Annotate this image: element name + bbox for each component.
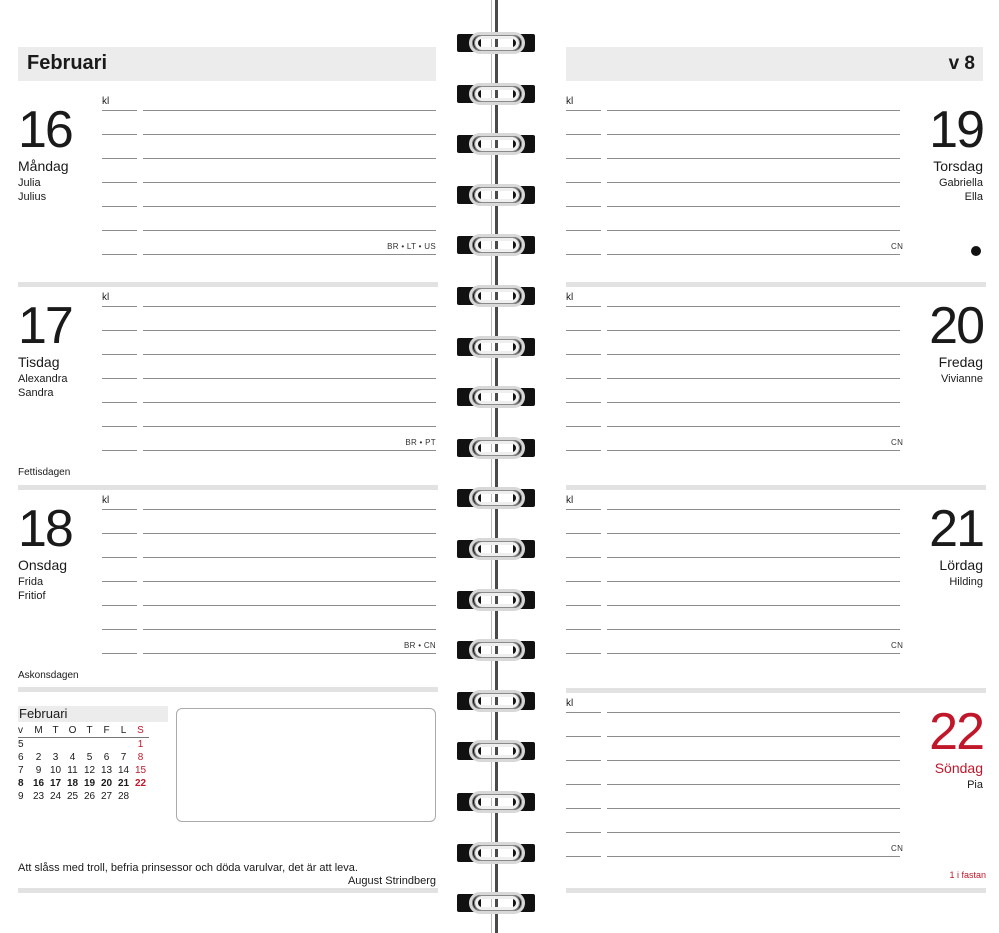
writing-line xyxy=(143,330,436,331)
name-day: Ella xyxy=(964,191,983,203)
writing-line xyxy=(143,533,436,534)
date-cell: 10 xyxy=(49,765,62,776)
writing-line-short xyxy=(566,134,601,135)
kl-label: kl xyxy=(102,292,110,303)
flag-days: BR • CN xyxy=(403,641,436,650)
kl-label: kl xyxy=(566,292,574,303)
writing-line xyxy=(607,605,900,606)
day-block-22 xyxy=(566,688,986,890)
weekday: Torsdag xyxy=(933,158,983,174)
day-separator xyxy=(18,282,438,287)
writing-line-short xyxy=(102,182,137,183)
writing-line-short xyxy=(566,450,601,451)
writing-line-short xyxy=(102,629,137,630)
writing-line xyxy=(607,808,900,809)
mini-calendar-header: F xyxy=(98,724,115,738)
weekday: Lördag xyxy=(939,557,983,573)
writing-line xyxy=(143,402,436,403)
week-number-cell: 5 xyxy=(18,739,24,750)
name-day: Sandra xyxy=(18,387,54,399)
date-cell: 20 xyxy=(100,778,113,789)
writing-line xyxy=(143,426,436,427)
writing-line xyxy=(607,736,900,737)
day-separator xyxy=(566,688,986,693)
writing-line xyxy=(143,158,436,159)
mini-calendar-week xyxy=(18,777,149,790)
writing-line-short xyxy=(102,426,137,427)
day-number: 17 xyxy=(18,297,72,355)
writing-line-short xyxy=(566,509,601,510)
mini-calendar-week xyxy=(18,738,149,752)
writing-line xyxy=(143,581,436,582)
week-number-cell: 6 xyxy=(18,752,24,763)
binding-ring xyxy=(455,182,540,208)
name-days xyxy=(967,778,983,792)
date-cell: 18 xyxy=(66,778,79,789)
bottom-separator-right xyxy=(566,888,986,893)
writing-line xyxy=(607,557,900,558)
writing-line xyxy=(607,306,900,307)
week-number-cell: 7 xyxy=(18,765,24,776)
date-cell xyxy=(132,790,149,803)
mini-calendar-week xyxy=(18,764,149,777)
writing-line xyxy=(607,856,900,857)
writing-line-short xyxy=(102,330,137,331)
writing-line-short xyxy=(566,736,601,737)
month-title: Februari xyxy=(27,52,108,74)
writing-line-short xyxy=(566,254,601,255)
notes-box[interactable] xyxy=(176,708,436,822)
binding-ring xyxy=(455,688,540,714)
spiral-binding xyxy=(455,0,540,933)
date-cell: 22 xyxy=(134,778,147,789)
writing-line xyxy=(143,653,436,654)
writing-line xyxy=(607,230,900,231)
day-number: 22 xyxy=(929,703,983,761)
writing-line-short xyxy=(566,330,601,331)
bottom-separator-left xyxy=(18,888,438,893)
writing-line-short xyxy=(566,230,601,231)
day-number: 19 xyxy=(929,101,983,159)
writing-line-short xyxy=(566,605,601,606)
date-cell: 1 xyxy=(137,739,144,750)
flag-days: CN xyxy=(891,438,904,447)
mini-calendar-header: T xyxy=(47,724,64,738)
writing-line-short xyxy=(566,306,601,307)
binding-ring xyxy=(455,587,540,613)
writing-line xyxy=(143,605,436,606)
writing-line xyxy=(143,450,436,451)
binding-ring xyxy=(455,738,540,764)
writing-line-short xyxy=(566,784,601,785)
name-day: Gabriella xyxy=(938,177,983,189)
writing-line-short xyxy=(566,712,601,713)
section-separator xyxy=(18,687,438,692)
binding-ring xyxy=(455,485,540,511)
date-cell xyxy=(47,738,64,752)
day-block-16 xyxy=(18,86,438,288)
date-cell xyxy=(64,738,81,752)
writing-line-short xyxy=(566,206,601,207)
mini-calendar-title: Februari xyxy=(18,706,168,722)
name-days xyxy=(18,176,46,204)
mini-calendar-header: T xyxy=(81,724,98,738)
name-day: Fritiof xyxy=(18,590,46,602)
kl-label: kl xyxy=(566,495,574,506)
date-cell: 9 xyxy=(35,765,42,776)
writing-line-short xyxy=(566,653,601,654)
date-cell: 8 xyxy=(137,752,144,763)
writing-line xyxy=(607,450,900,451)
date-cell: 25 xyxy=(66,791,79,802)
date-cell xyxy=(115,738,132,752)
writing-line xyxy=(607,581,900,582)
binding-ring xyxy=(455,637,540,663)
writing-line-short xyxy=(102,653,137,654)
week-number-cell: 9 xyxy=(18,791,24,802)
day-block-20 xyxy=(566,282,986,484)
weekday: Söndag xyxy=(934,760,983,776)
binding-ring xyxy=(455,435,540,461)
writing-line xyxy=(607,206,900,207)
writing-line-short xyxy=(102,557,137,558)
date-cell: 23 xyxy=(32,791,45,802)
writing-line xyxy=(143,182,436,183)
writing-line xyxy=(607,354,900,355)
day-separator xyxy=(566,282,986,287)
holiday-note: Askonsdagen xyxy=(18,670,79,681)
name-days xyxy=(949,575,983,589)
writing-line-short xyxy=(566,354,601,355)
holiday-note: Fettisdagen xyxy=(18,467,71,478)
name-days xyxy=(939,176,983,204)
date-cell: 24 xyxy=(49,791,62,802)
binding-ring xyxy=(455,283,540,309)
date-cell: 14 xyxy=(117,765,130,776)
writing-line-short xyxy=(566,378,601,379)
writing-line xyxy=(607,509,900,510)
writing-line-short xyxy=(566,182,601,183)
writing-line xyxy=(607,784,900,785)
day-block-18 xyxy=(18,485,438,687)
writing-line-short xyxy=(566,808,601,809)
binding-ring xyxy=(455,30,540,56)
writing-line xyxy=(143,206,436,207)
writing-line-short xyxy=(566,760,601,761)
writing-line xyxy=(143,629,436,630)
date-cell: 7 xyxy=(120,752,127,763)
mini-calendar xyxy=(18,706,168,803)
date-cell: 28 xyxy=(117,791,130,802)
binding-ring xyxy=(455,840,540,866)
flag-days: BR • PT xyxy=(405,438,436,447)
mini-calendar-header: O xyxy=(64,724,81,738)
writing-line-short xyxy=(102,306,137,307)
writing-line-short xyxy=(566,110,601,111)
name-days xyxy=(18,575,46,603)
name-day: Pia xyxy=(967,779,983,791)
writing-line xyxy=(143,557,436,558)
name-day: Hilding xyxy=(949,576,983,588)
date-cell: 16 xyxy=(32,778,45,789)
date-cell: 3 xyxy=(52,752,59,763)
writing-line xyxy=(607,158,900,159)
writing-line xyxy=(143,354,436,355)
mini-calendar-week xyxy=(18,751,149,764)
writing-line-short xyxy=(566,832,601,833)
name-days xyxy=(18,372,68,400)
writing-line-short xyxy=(102,605,137,606)
writing-line-short xyxy=(102,230,137,231)
week-number: v 8 xyxy=(948,53,975,74)
flag-days: CN xyxy=(891,641,904,650)
date-cell: 6 xyxy=(103,752,110,763)
writing-line xyxy=(143,134,436,135)
writing-line-short xyxy=(102,110,137,111)
date-cell xyxy=(30,738,47,752)
writing-line xyxy=(143,110,436,111)
binding-ring xyxy=(455,384,540,410)
flag-days: BR • LT • US xyxy=(387,242,436,251)
flag-days: CN xyxy=(891,844,904,853)
date-cell: 15 xyxy=(134,765,147,776)
date-cell xyxy=(98,738,115,752)
writing-line-short xyxy=(102,533,137,534)
writing-line-short xyxy=(102,378,137,379)
writing-line-short xyxy=(102,158,137,159)
binding-ring xyxy=(455,334,540,360)
date-cell: 2 xyxy=(35,752,42,763)
writing-line-short xyxy=(566,402,601,403)
mini-calendar-week xyxy=(18,790,149,803)
binding-ring xyxy=(455,789,540,815)
kl-label: kl xyxy=(102,96,110,107)
day-number: 16 xyxy=(18,101,72,159)
date-cell xyxy=(81,738,98,752)
writing-line xyxy=(143,254,436,255)
day-separator xyxy=(18,485,438,490)
date-cell: 11 xyxy=(67,765,78,776)
date-cell: 21 xyxy=(117,778,130,789)
writing-line-short xyxy=(566,557,601,558)
writing-line xyxy=(143,509,436,510)
month-header-bar xyxy=(18,47,436,81)
writing-line xyxy=(143,230,436,231)
writing-line xyxy=(607,402,900,403)
week-header-bar xyxy=(566,47,983,81)
quote-text: Att slåss med troll, befria prinsessor och döda varulvar, det är att leva. xyxy=(18,862,358,874)
writing-line-short xyxy=(566,426,601,427)
writing-line-short xyxy=(566,533,601,534)
kl-label: kl xyxy=(102,495,110,506)
writing-line xyxy=(607,712,900,713)
quote-author: August Strindberg xyxy=(347,875,436,887)
writing-line-short xyxy=(102,206,137,207)
date-cell: 27 xyxy=(100,791,113,802)
day-block-17 xyxy=(18,282,438,484)
writing-line xyxy=(607,182,900,183)
writing-line-short xyxy=(102,450,137,451)
kl-label: kl xyxy=(566,698,574,709)
writing-line-short xyxy=(566,158,601,159)
writing-line-short xyxy=(102,509,137,510)
writing-line-short xyxy=(102,134,137,135)
writing-line xyxy=(607,134,900,135)
writing-line xyxy=(607,533,900,534)
writing-line xyxy=(607,426,900,427)
mini-calendar-grid xyxy=(18,724,149,803)
mini-calendar-header: v xyxy=(18,724,30,738)
weekday: Tisdag xyxy=(18,354,60,370)
writing-line-short xyxy=(102,354,137,355)
writing-line-short xyxy=(102,581,137,582)
date-cell: 26 xyxy=(83,791,96,802)
writing-line xyxy=(607,629,900,630)
flag-days: CN xyxy=(891,242,904,251)
writing-line xyxy=(607,378,900,379)
day-number: 20 xyxy=(929,297,983,355)
day-number: 18 xyxy=(18,500,72,558)
date-cell: 17 xyxy=(49,778,62,789)
weekday: Måndag xyxy=(18,158,69,174)
lent-note: 1 i fastan xyxy=(949,870,986,880)
writing-line xyxy=(607,330,900,331)
writing-line-short xyxy=(566,629,601,630)
mini-calendar-header: S xyxy=(132,724,149,738)
date-cell: 5 xyxy=(86,752,93,763)
writing-line xyxy=(607,254,900,255)
date-cell: 12 xyxy=(83,765,96,776)
binding-ring xyxy=(455,232,540,258)
day-separator xyxy=(566,485,986,490)
name-days xyxy=(941,372,983,386)
name-day: Julia xyxy=(18,177,41,189)
name-day: Frida xyxy=(18,576,44,588)
date-cell: 19 xyxy=(83,778,96,789)
date-cell: 13 xyxy=(100,765,113,776)
writing-line-short xyxy=(566,581,601,582)
writing-line xyxy=(607,110,900,111)
mini-calendar-header: L xyxy=(115,724,132,738)
writing-line xyxy=(607,653,900,654)
binding-ring xyxy=(455,536,540,562)
writing-line xyxy=(143,306,436,307)
name-day: Julius xyxy=(18,191,47,203)
weekday: Fredag xyxy=(938,354,983,370)
date-cell: 4 xyxy=(69,752,76,763)
day-number: 21 xyxy=(929,500,983,558)
day-block-19 xyxy=(566,86,986,288)
quote-block xyxy=(18,862,436,888)
day-block-21 xyxy=(566,485,986,687)
writing-line-short xyxy=(102,254,137,255)
week-number-cell: 8 xyxy=(18,778,24,789)
writing-line xyxy=(607,832,900,833)
full-moon-icon xyxy=(971,246,981,256)
binding-ring xyxy=(455,890,540,916)
name-day: Vivianne xyxy=(941,373,983,385)
writing-line-short xyxy=(102,402,137,403)
weekday: Onsdag xyxy=(18,557,68,573)
binding-ring xyxy=(455,131,540,157)
writing-line xyxy=(143,378,436,379)
name-day: Alexandra xyxy=(18,373,68,385)
binding-ring xyxy=(455,81,540,107)
kl-label: kl xyxy=(566,96,574,107)
writing-line xyxy=(607,760,900,761)
writing-line-short xyxy=(566,856,601,857)
mini-calendar-header: M xyxy=(30,724,47,738)
